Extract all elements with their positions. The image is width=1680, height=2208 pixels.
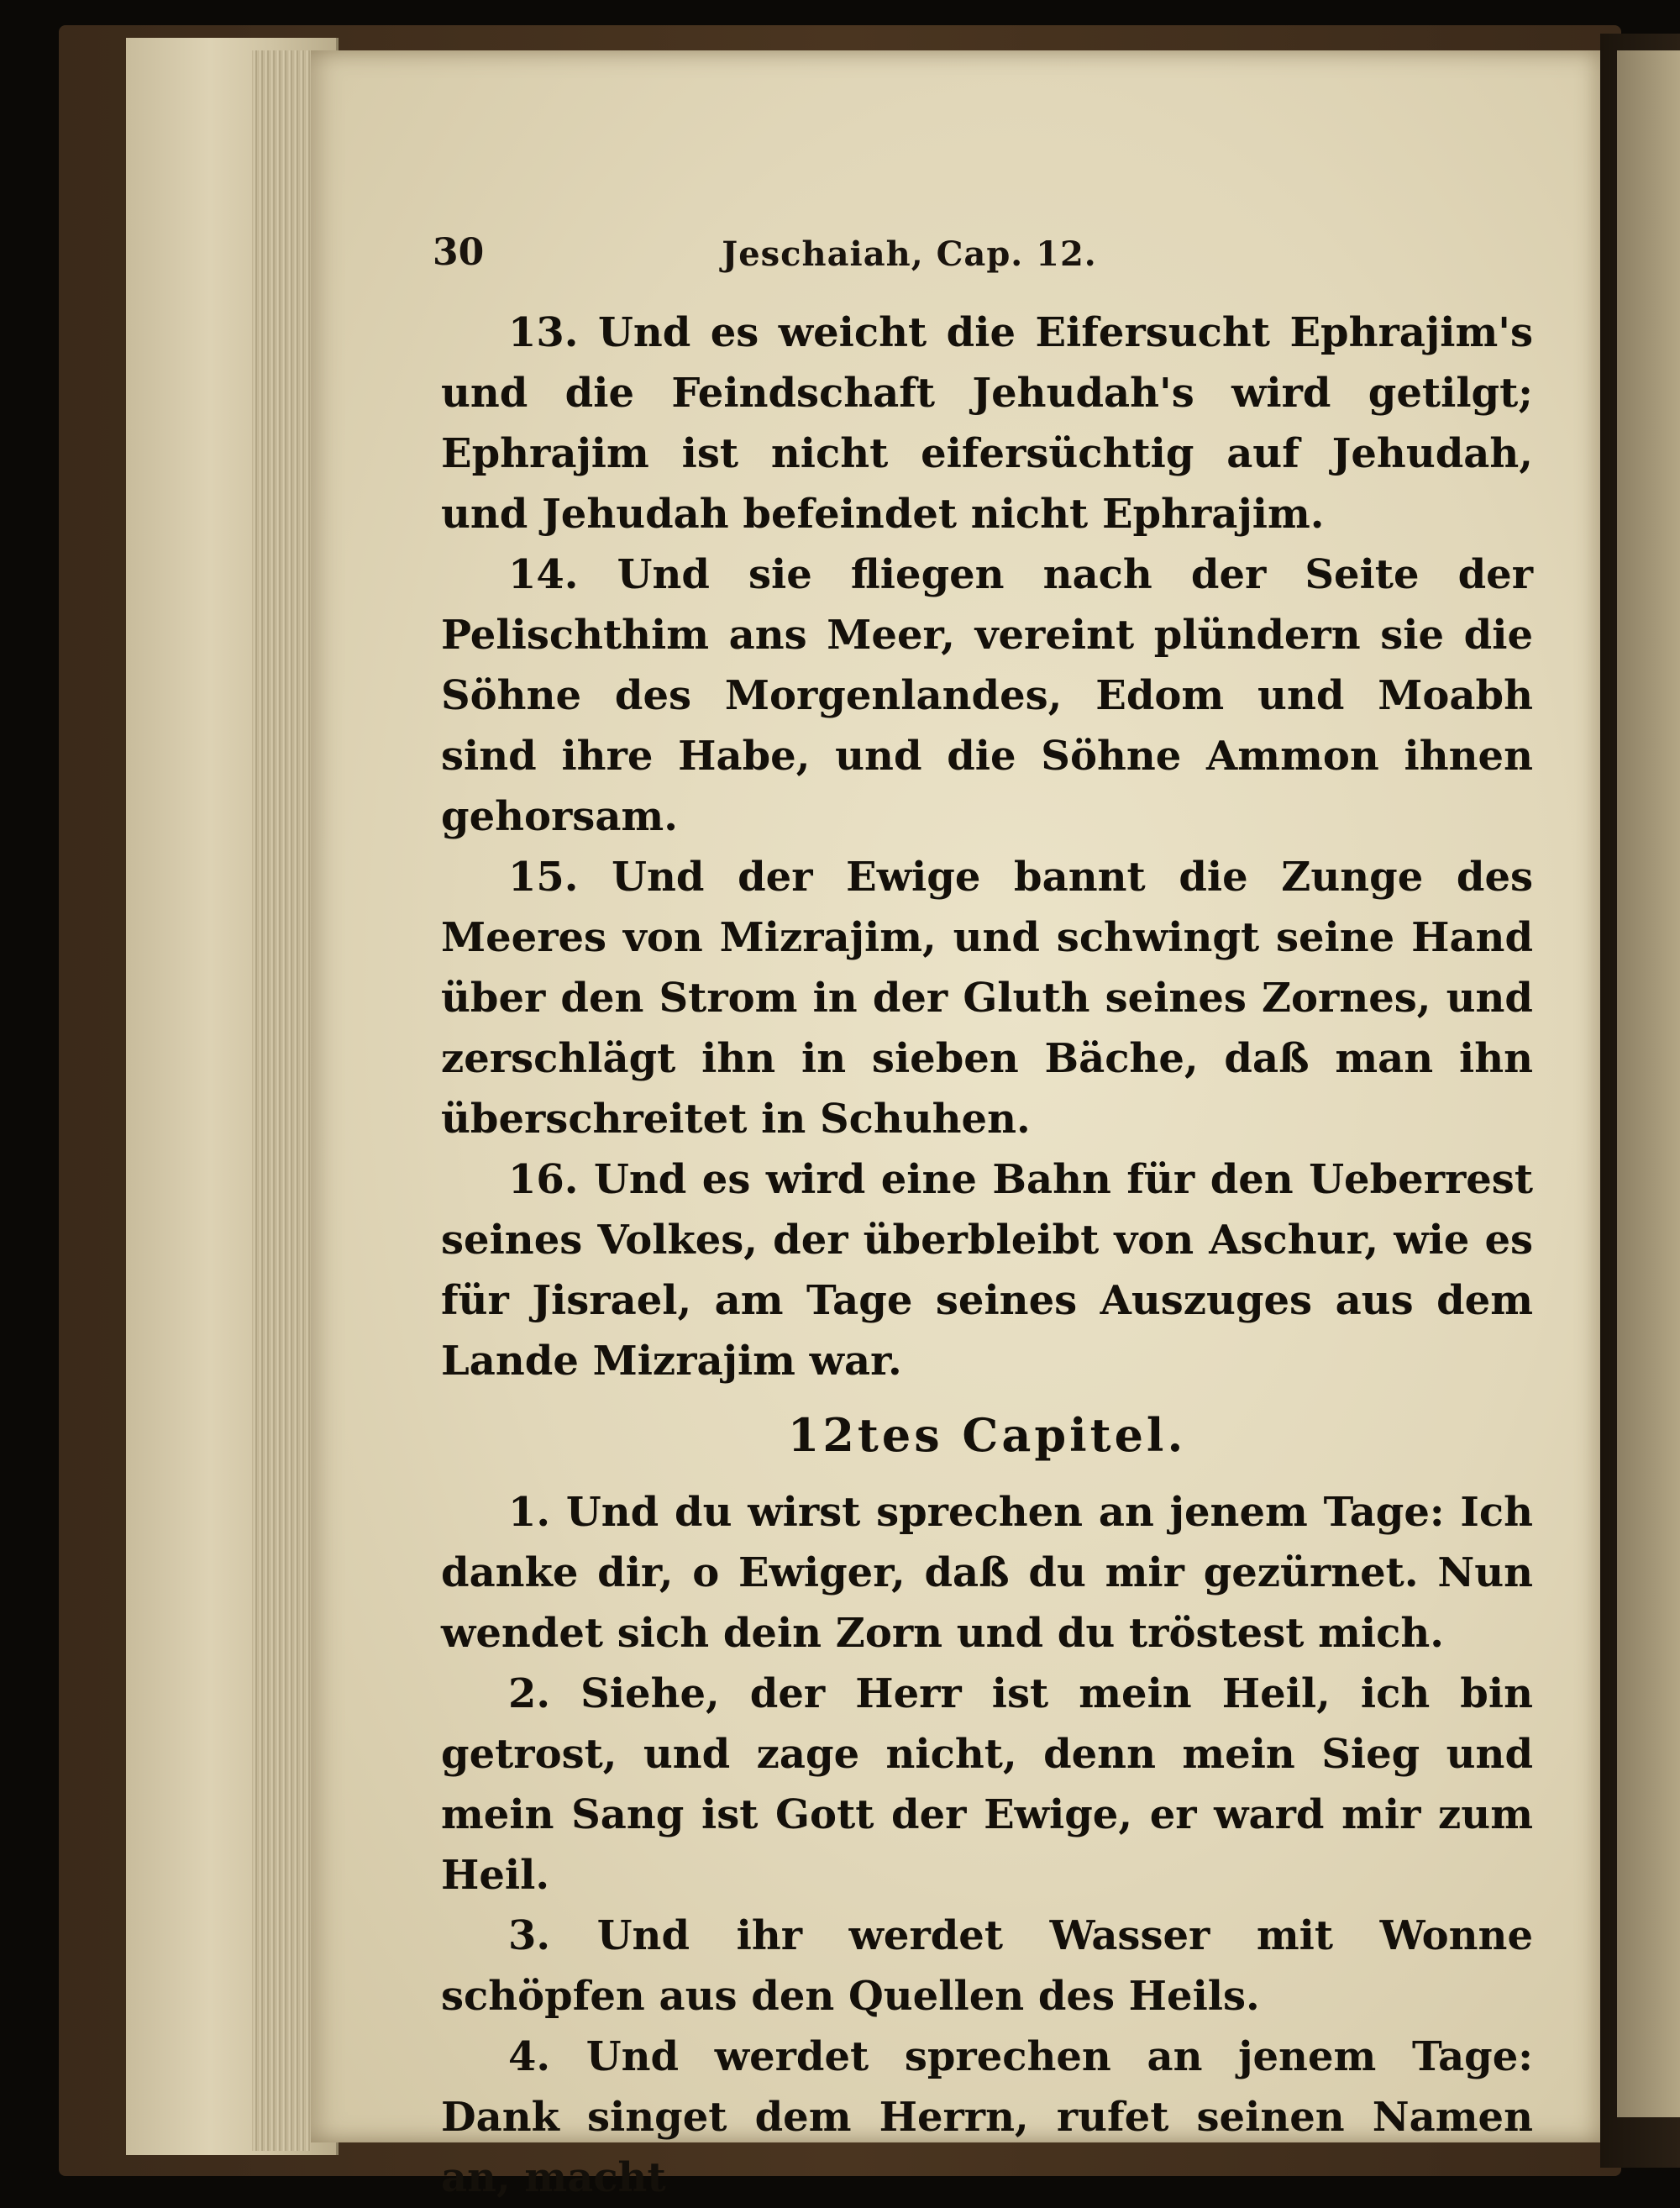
page-edges (252, 50, 311, 2151)
page-header (433, 231, 1386, 281)
running-head: Jeschaiah, Cap. 12. (722, 234, 1097, 274)
next-page-edge (1617, 50, 1680, 2117)
verse-2: 2. Siehe, der Herr ist mein Heil, ich bin getrost, und zage nicht, denn mein Sieg und mein Sang ist Gott der Ewige, er ward mir zum Heil. (441, 1670, 1533, 1899)
verse-15: 15. Und der Ewige bannt die Zunge des Meeres von Mizrajim, und schwingt seine Hand über den Strom in der Gluth seines Zornes, und zerschlägt ihn in sieben Bäche, daß man ihn überschreitet in Schuhen. (441, 854, 1533, 1143)
book-page (302, 50, 1600, 2201)
page-number: 30 (433, 231, 485, 274)
verse-1: 1. Und du wirst sprechen an jenem Tage: Ich danke dir, o Ewiger, daß du mir gezürnet. Nun wendet sich dein Zorn und du tröstest mich. (441, 1489, 1533, 1657)
chapter-heading: 12tes Capitel. (787, 1408, 1187, 1462)
verse-13: 13. Und es weicht die Eifersucht Ephrajim's und die Feindschaft Jehudah's wird getilgt; Ephrajim ist nicht eifersüchtig auf Jehudah, und Jehudah befeindet nicht Ephrajim. (441, 309, 1533, 538)
verse-3: 3. Und ihr werdet Wasser mit Wonne schöpfen aus den Quellen des Heils. (441, 1912, 1533, 2020)
page-body (441, 302, 1533, 2208)
verse-14: 14. Und sie fliegen nach der Seite der Pelischthim ans Meer, vereint plündern sie die Söhne des Morgenlandes, Edom und Moabh sind ihre Habe, und die Söhne Ammon ihnen gehorsam. (441, 551, 1533, 840)
verse-16: 16. Und es wird eine Bahn für den Ueberrest seines Volkes, der überbleibt von Aschur, wie es für Jisrael, am Tage seines Auszuges aus dem Lande Mizrajim war. (441, 1156, 1533, 1385)
verse-4: 4. Und werdet sprechen an jenem Tage: Dank singet dem Herrn, rufet seinen Namen an, macht (441, 2033, 1533, 2201)
